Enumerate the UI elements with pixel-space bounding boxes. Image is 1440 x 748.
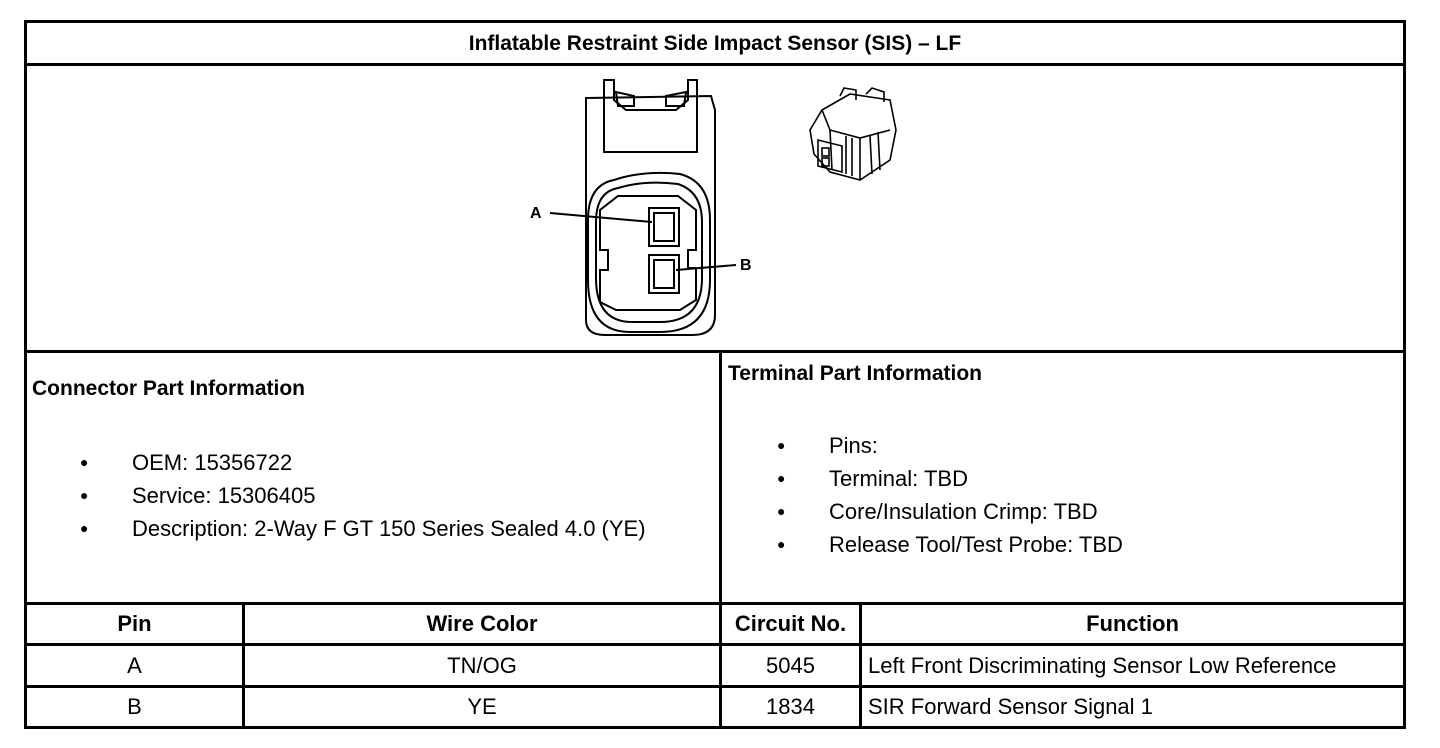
table-header-function: Function <box>1086 611 1179 636</box>
list-item: ● Pins: <box>777 429 1123 462</box>
connector-heading: Connector Part Information <box>32 377 306 400</box>
table-header-pin: Pin <box>117 611 152 636</box>
connector-3d-view <box>810 88 896 180</box>
table-cell-wire-color: TN/OG <box>447 652 517 678</box>
terminal-heading: Terminal Part Information <box>728 362 982 385</box>
leader-b <box>676 265 736 270</box>
list-item: ● OEM: 15356722 <box>80 446 646 479</box>
table-cell-function: Left Front Discriminating Sensor Low Reference <box>868 652 1337 678</box>
table-header-circuit-no: Circuit No. <box>734 611 847 636</box>
list-item: ● Service: 15306405 <box>80 479 646 512</box>
label-b: B <box>740 257 752 274</box>
label-a: A <box>530 205 542 222</box>
diagram-divider <box>24 350 1406 353</box>
table-cell-circuit-no: 5045 <box>766 652 815 678</box>
table-cell-pin: A <box>127 652 142 678</box>
connector-diagram <box>530 70 920 345</box>
connector-info-list <box>80 446 646 545</box>
table-cell-pin: B <box>127 694 142 719</box>
table-header-wire-color: Wire Color <box>426 611 538 636</box>
list-item: ● Core/Insulation Crimp: TBD <box>777 495 1123 528</box>
list-item: ● Terminal: TBD <box>777 462 1123 495</box>
connector-latch <box>604 80 697 152</box>
list-item: ● Description: 2-Way F GT 150 Series Sealed 4.0 (YE) <box>80 512 646 545</box>
table-cell-wire-color: YE <box>467 694 497 719</box>
list-item: ● Release Tool/Test Probe: TBD <box>777 528 1123 561</box>
page-title: Inflatable Restraint Side Impact Sensor (SIS) – LF <box>468 31 962 55</box>
terminal-info-list <box>777 429 1123 561</box>
table-cell-function: SIR Forward Sensor Signal 1 <box>868 694 1153 719</box>
table-cell-circuit-no: 1834 <box>766 694 815 719</box>
